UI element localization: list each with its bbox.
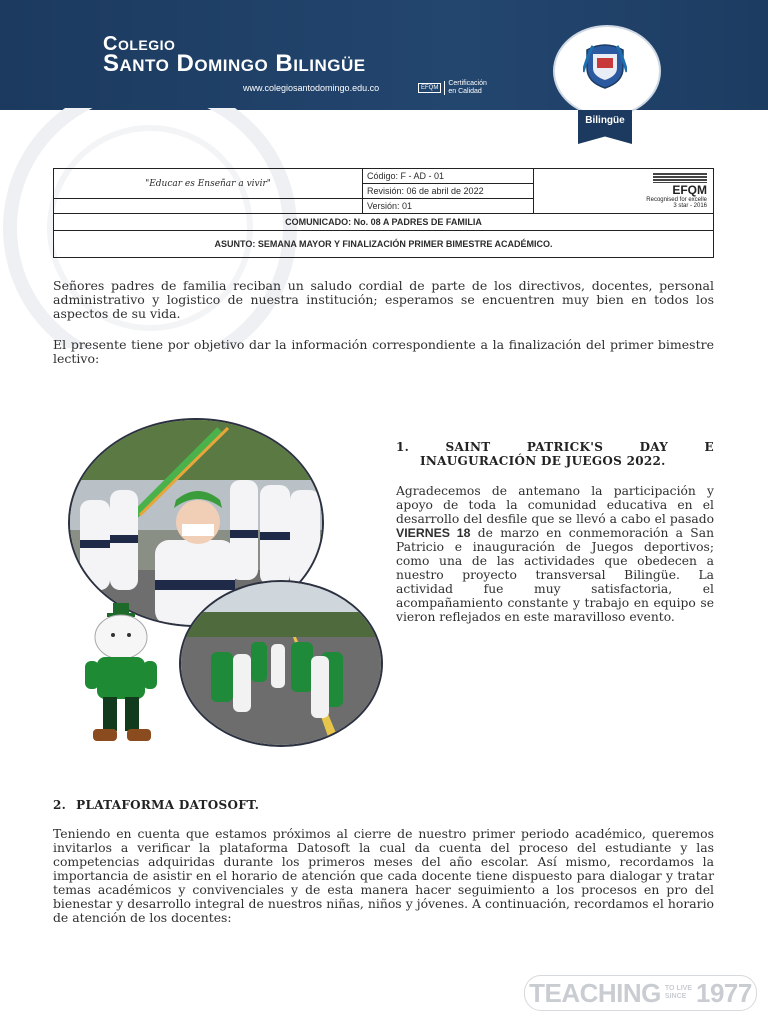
comunicado-heading: COMUNICADO: No. 08 A PADRES DE FAMILIA [54,214,714,231]
section1-title-word2: PATRICK'S [526,440,604,454]
footer-teaching-logo [524,975,757,1011]
ribbon-label: Bilingüe [585,115,625,126]
parade-photo-street [179,580,383,747]
section2-number: 2. [53,798,67,812]
empty-cell [54,199,363,214]
footer-to-live: TO LIVE [664,985,693,992]
section1-title-word1: SAINT [445,440,491,454]
cert-badge: EFQM [418,83,441,93]
greeting-paragraph: Señores padres de familia reciban un saludo cordial de parte de los directivos, docentes, personal administrativo y logistico de nuestra institución; esperamos se encuentren muy bien en todos los aspectos de su vida. [53,278,714,321]
section2-body: Teniendo en cuenta que estamos próximos al cierre de nuestro primer periodo académico, queremos invitarlos a verificar la plataforma Datosoft la cual da cuenta del proceso del estudiante y las competencias adquiridas durante los primeros meses del año escolar. Así mismo, recordamos la importancia de asistir en el horario de atención que cada docente tiene dispuesto para dialogar y tratar temas académicos y convivenciales y de esta manera hacer seguimiento a los procesos en pro del bienestar y desarrollo integral de nuestros niñas, niños y jóvenes. A continuación, recordamos el horario de atención de los docentes: [53,826,714,925]
efqm-recognition: Recognised for excelle [646,197,707,203]
efqm-word: EFQM [672,183,707,197]
section1-body-end: de marzo en conmemoración a San Patricio e inauguración de Juegos deportivos; como una de las actividades que obedecen a nuestro proyecto transversal Bilingüe. La actividad fue muy satisfactoria, el acompañamiento constante y trabajo en equipo se vieron reflejados en este maravilloso evento. [396,526,714,624]
objective-paragraph: El presente tiene por objetivo dar la información correspondiente a la finalización del primer bimestre lectivo: [53,337,714,366]
section2-title-text: PLATAFORMA DATOSOFT. [76,798,260,812]
section1-title [396,440,714,468]
section1-body-start: Agradecemos de antemano la participación y apoyo de toda la comunidad educativa en el desarrollo del desfile que se llevó a cabo el pasado [396,484,714,526]
document-revision: Revisión: 06 de abril de 2022 [363,184,534,199]
school-motto: "Educar es Enseñar a vivir" [54,169,363,199]
lion-mascot-icon [85,603,157,749]
section1-title-word4: E [704,440,714,454]
section1-title-line2: INAUGURACIÓN DE JUEGOS 2022. [420,454,666,468]
section2-title [53,798,453,812]
school-website: www.colegiosantodomingo.edu.co [243,83,380,93]
quality-certification [418,80,487,96]
footer-since: SINCE [664,993,687,1000]
efqm-stars: 3 star - 2016 [673,203,707,209]
school-crest-icon [583,42,627,90]
document-code: Código: F - AD - 01 [363,169,534,184]
divider [444,81,445,95]
section1-number: 1. [396,440,410,454]
cert-line2: en Calidad [448,88,482,95]
asunto-heading: ASUNTO: SEMANA MAYOR Y FINALIZACIÓN PRIMER BIMESTRE ACADÉMICO. [54,231,714,258]
highlight-date: VIERNES 18 [396,526,471,540]
section1-title-word3: DAY [639,440,669,454]
document-info-table [53,168,714,258]
cert-line1: Certificación [448,80,487,87]
cert-label [448,80,487,96]
document-version: Versión: 01 [363,199,534,214]
school-name-line2: Santo Domingo Bilingüe [103,50,366,77]
footer-year: 1977 [696,977,752,1008]
efqm-logo [534,169,714,214]
school-name-line1: Colegio [103,33,176,55]
efqm-bars-icon [653,173,707,183]
footer-word-teaching: TEACHING [529,977,661,1008]
footer-small-text [665,985,692,1001]
section1-body [396,484,714,624]
